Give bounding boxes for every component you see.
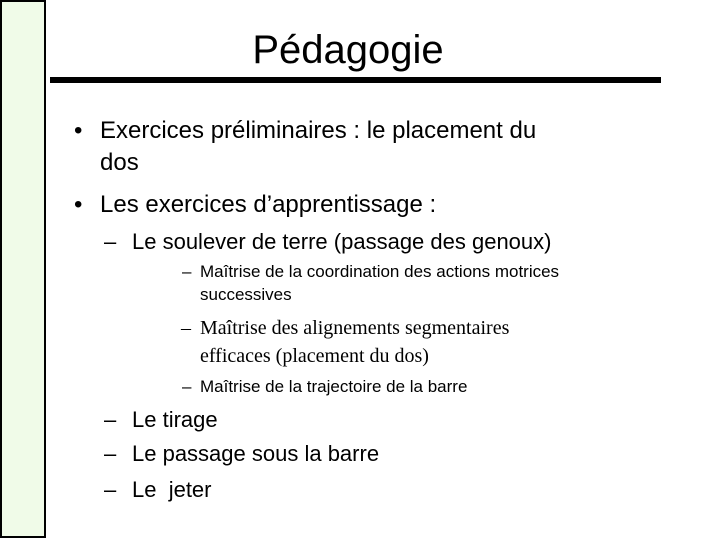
bullet-marker-1: •	[74, 117, 83, 144]
sub-bullet-4-text: Le jeter	[132, 477, 212, 502]
sub-bullet-3-text: Le passage sous la barre	[132, 441, 380, 466]
slide-title-text: Pédagogie	[252, 28, 444, 72]
sub-bullet-marker-3: –	[104, 441, 117, 466]
sub-bullet-1-text: Le soulever de terre (passage des genoux)	[132, 229, 552, 254]
sub-bullet-2-text: Le tirage	[132, 407, 218, 432]
subsub-bullet-1-line-2: successives	[200, 285, 292, 304]
subsub-bullet-marker-3: –	[182, 377, 192, 396]
bullet-1-line-2: dos	[100, 149, 139, 176]
left-decorative-bar	[0, 0, 46, 538]
sub-bullet-marker-2: –	[104, 407, 117, 432]
title-underline-rule	[50, 77, 661, 83]
subsub-bullet-1-line-1: Maîtrise de la coordination des actions motrices	[200, 262, 560, 281]
slide-title	[0, 26, 720, 74]
bullet-1-line-1: Exercices préliminaires : le placement du	[100, 117, 537, 144]
subsub-bullet-2-line-2: efficaces (placement du dos)	[200, 345, 429, 367]
bullet-marker-2: •	[74, 191, 83, 218]
subsub-bullet-2-line-1: Maîtrise des alignements segmentaires	[200, 317, 510, 339]
bullet-2-line-1: Les exercices d’apprentissage :	[100, 191, 437, 218]
subsub-bullet-marker-2: –	[181, 317, 191, 339]
subsub-bullet-3-line-1: Maîtrise de la trajectoire de la barre	[200, 377, 468, 396]
sub-bullet-marker-4: –	[104, 477, 117, 502]
sub-bullet-marker-1: –	[104, 229, 117, 254]
subsub-bullet-marker-1: –	[182, 262, 192, 281]
